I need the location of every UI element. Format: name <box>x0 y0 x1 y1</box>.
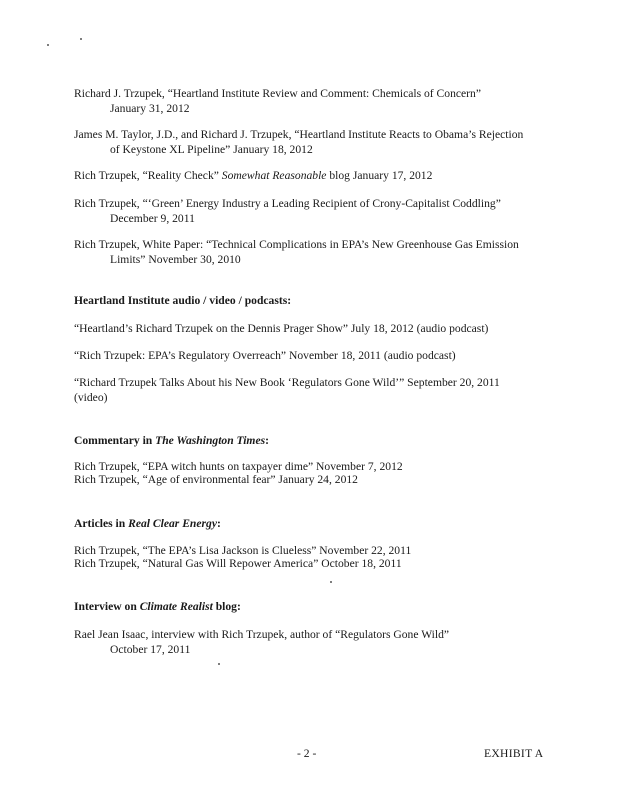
heading-climate-realist <box>74 599 241 614</box>
interview-rael-jean-isaac <box>74 627 558 657</box>
entry-line2: (video) <box>74 391 108 404</box>
times-witch-hunts: Rich Trzupek, “EPA witch hunts on taxpayer dime” November 7, 2012 <box>74 460 403 473</box>
heading-post: : <box>216 517 221 530</box>
entry-line2: December 9, 2011 <box>110 212 195 225</box>
media-regulators-gone-wild <box>74 375 558 405</box>
publication-name: Climate Realist <box>139 600 213 613</box>
entry-keystone-xl <box>74 127 558 157</box>
heading-heartland-media: Heartland Institute audio / video / podcasts: <box>74 294 292 307</box>
publication-name: The Washington Times <box>155 434 266 447</box>
energy-natural-gas: Rich Trzupek, “Natural Gas Will Repower America” October 18, 2011 <box>74 557 402 570</box>
entry-line2: of Keystone XL Pipeline” January 18, 2012 <box>110 143 313 156</box>
energy-lisa-jackson: Rich Trzupek, “The EPA’s Lisa Jackson is Clueless” November 22, 2011 <box>74 544 412 557</box>
exhibit-label: EXHIBIT A <box>484 747 544 760</box>
heading-post: : <box>265 434 269 447</box>
heading-pre: Articles in <box>74 517 129 530</box>
entry-line1: Rich Trzupek, “‘Green’ Energy Industry a Leading Recipient of Crony-Capitalist Coddling” <box>74 197 501 210</box>
entry-line2: January 31, 2012 <box>110 102 190 115</box>
entry-text-pre: Rich Trzupek, “Reality Check” <box>74 169 222 182</box>
heading-washington-times <box>74 433 269 448</box>
entry-line1: “Richard Trzupek Talks About his New Book ‘Regulators Gone Wild’” September 20, 2011 <box>74 376 500 389</box>
entry-text-post: blog January 17, 2012 <box>326 169 433 182</box>
entry-line1: James M. Taylor, J.D., and Richard J. Trzupek, “Heartland Institute Reacts to Obama’s Rejection <box>74 128 524 141</box>
heading-post: blog: <box>212 600 241 613</box>
blog-name: Somewhat Reasonable <box>221 169 327 182</box>
entry-green-energy <box>74 196 558 226</box>
scan-speck <box>47 44 49 46</box>
heading-real-clear-energy <box>74 516 221 531</box>
publication-name: Real Clear Energy <box>128 517 217 530</box>
scan-speck <box>80 38 82 40</box>
entry-chemicals-of-concern <box>74 86 558 116</box>
entry-line2: Limits” November 30, 2010 <box>110 253 241 266</box>
times-environmental-fear: Rich Trzupek, “Age of environmental fear” January 24, 2012 <box>74 473 358 486</box>
page-number: - 2 - <box>297 747 317 760</box>
entry-line1: Richard J. Trzupek, “Heartland Institute Review and Comment: Chemicals of Concern” <box>74 87 481 100</box>
heading-pre: Interview on <box>74 600 140 613</box>
media-prager-show: “Heartland’s Richard Trzupek on the Dennis Prager Show” July 18, 2012 (audio podcast) <box>74 322 489 335</box>
entry-line2: October 17, 2011 <box>110 643 191 656</box>
heading-pre: Commentary in <box>74 434 156 447</box>
entry-line1: Rael Jean Isaac, interview with Rich Trzupek, author of “Regulators Gone Wild” <box>74 628 450 641</box>
scan-speck <box>330 581 332 583</box>
entry-white-paper <box>74 237 558 267</box>
scan-speck <box>218 663 220 665</box>
entry-line1: Rich Trzupek, White Paper: “Technical Complications in EPA’s New Greenhouse Gas Emission <box>74 238 519 251</box>
media-regulatory-overreach: “Rich Trzupek: EPA’s Regulatory Overreach” November 18, 2011 (audio podcast) <box>74 349 456 362</box>
entry-reality-check <box>74 168 558 183</box>
